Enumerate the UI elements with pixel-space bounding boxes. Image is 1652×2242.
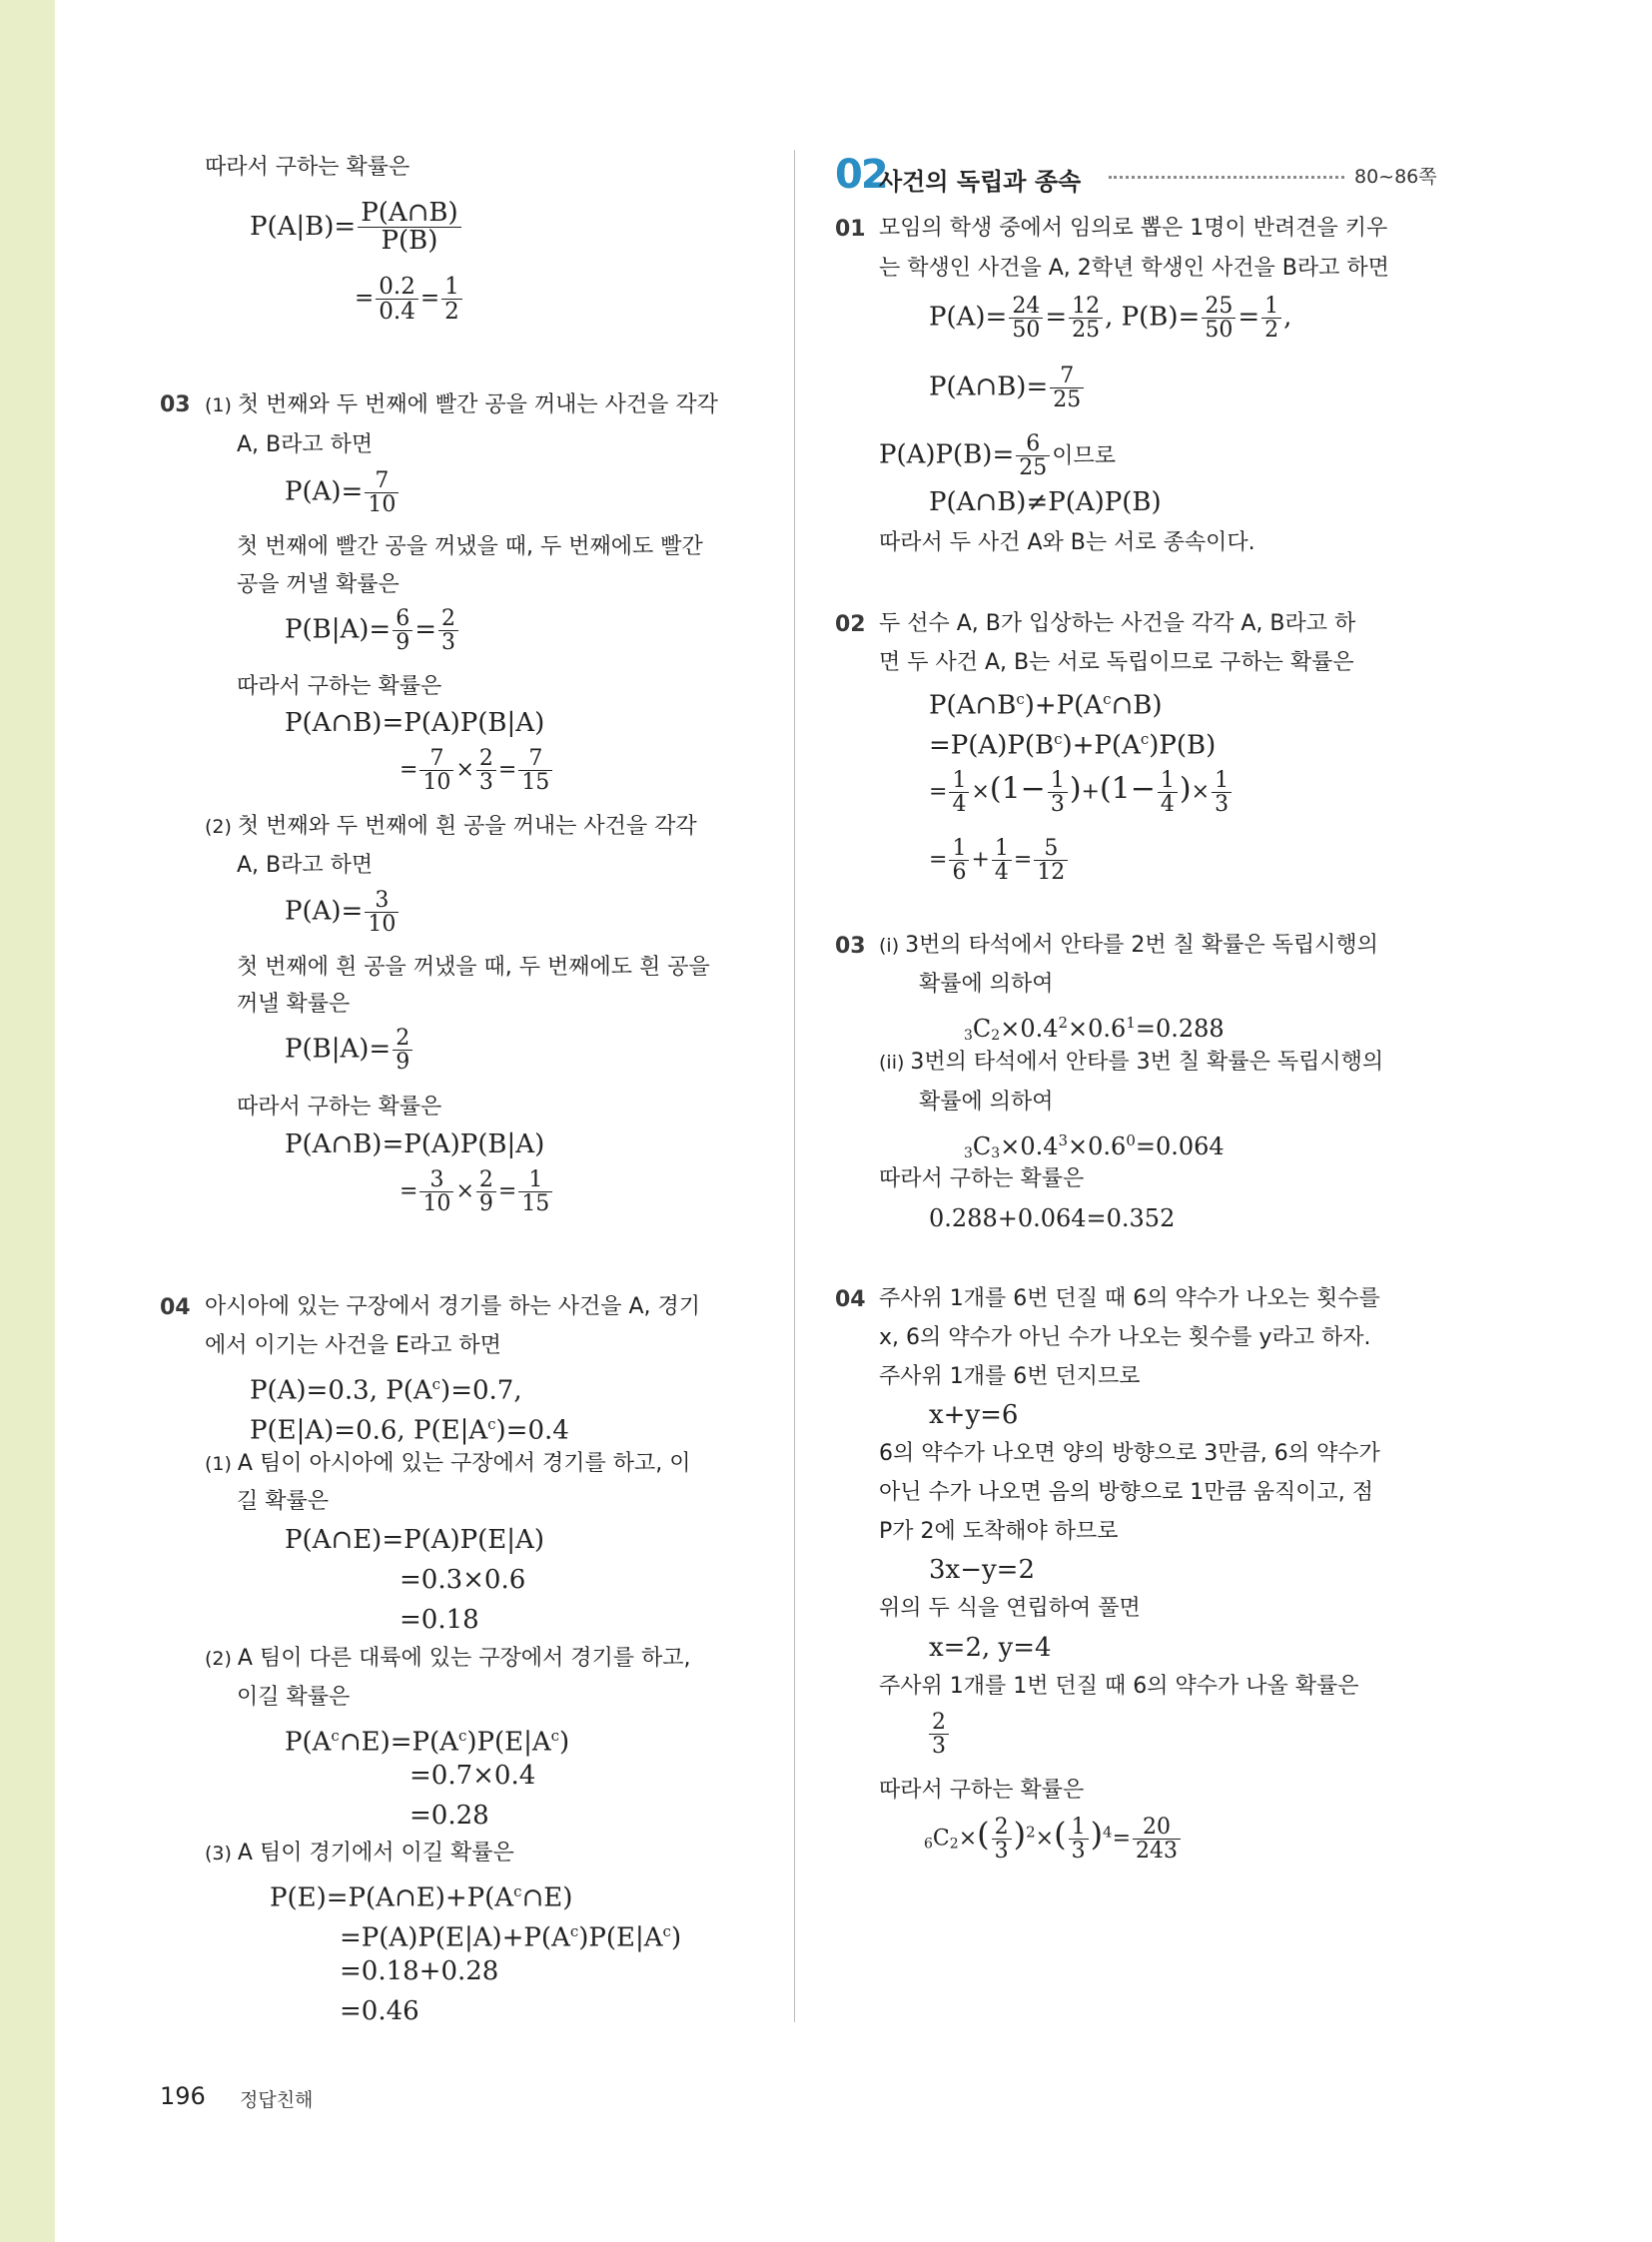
section-title: 사건의 독립과 종속 (879, 168, 1082, 196)
p03-formula-pa-2: P(A)= $\frac{3}{10}$ (285, 889, 401, 936)
r04-line-1: 주사위 1개를 6번 던질 때 6의 약수가 나오는 횟수를 (879, 1286, 1380, 1311)
p03-line-9: 꺼낼 확률은 (237, 992, 351, 1017)
problem-number-r02: 02 (835, 612, 866, 637)
r01-formula-4: P(A∩B)≠P(A)P(B) (929, 487, 1162, 517)
p04-formula-5: =0.7×0.4 (410, 1761, 536, 1791)
r02-line-1: 두 선수 A, B가 입상하는 사건을 각각 A, B라고 하 (879, 611, 1356, 636)
p04-line-2: 에서 이기는 사건을 E라고 하면 (205, 1333, 501, 1358)
r04-formula-3: x=2, y=4 (929, 1633, 1052, 1663)
r03-line-1: (i) 3번의 타석에서 안타를 2번 칠 확률은 독립시행의 (879, 933, 1378, 958)
p03-line-2: A, B라고 하면 (237, 432, 374, 457)
p04-formula-8: $=P(A)P(E|A)+P(A^c)P(E|A^c)$ (340, 1922, 682, 1953)
p03-formula-pab: P(A∩B)=P(A)P(B|A) (285, 708, 545, 738)
p04-formula-10: =0.46 (340, 1996, 419, 2026)
r04-prob-fraction: $\frac{2}{3}$ (927, 1711, 951, 1758)
r04-formula-4: 6C2×( $\frac{2}{3}$ )$^2$×( $\frac{1}{3}$ )$^4$= $\frac{20}{243}$ (924, 1816, 1183, 1863)
r03-line-3: (ii) 3번의 타석에서 안타를 3번 칠 확률은 독립시행의 (879, 1050, 1384, 1075)
r03-line-2: 확률에 의하여 (919, 972, 1054, 997)
p04-formula-7: $P(E)=P(A\cap E)+P(A^c\cap E)$ (270, 1882, 573, 1913)
p04-formula-2: =0.3×0.6 (400, 1565, 526, 1595)
section-leader-dots (1109, 176, 1344, 179)
p04-line-3: (1) A 팀이 아시아에 있는 구장에서 경기를 하고, 이 (205, 1451, 691, 1476)
r02-formula-2: $=P(A)P(B^c)+P(A^c)P(B)$ (929, 730, 1217, 761)
r04-line-6: P가 2에 도착해야 하므로 (879, 1519, 1119, 1544)
p04-formula-6: =0.28 (410, 1801, 489, 1831)
p03-formula-pba-2: P(B|A)= $\frac{2}{9}$ (285, 1027, 414, 1074)
r01-line-3: 따라서 두 사건 A와 B는 서로 종속이다. (879, 530, 1255, 555)
problem-number-03: 03 (160, 392, 191, 417)
r02-formula-3: = $\frac{1}{4}$ ×(1− $\frac{1}{3}$ )+(1− $\frac{1}{4}$ )× $\frac{1}{3}$ (929, 769, 1234, 816)
r04-line-2: x, 6의 약수가 아닌 수가 나오는 횟수를 y라고 하자. (879, 1325, 1371, 1350)
r04-formula-1: x+y=6 (929, 1400, 1019, 1430)
r04-line-5: 아닌 수가 나오면 음의 방향으로 1만큼 움직이고, 점 (879, 1480, 1373, 1505)
p03-formula-pa: P(A)= $\frac{7}{10}$ (285, 469, 401, 516)
p04-formula-9: =0.18+0.28 (340, 1956, 499, 1986)
left-intro-formula: P(A|B)= $\frac{P(A\cap B)}{P(B)}$ (250, 200, 463, 256)
section-number: 02 (835, 152, 887, 198)
r04-line-3: 주사위 1개를 6번 던지므로 (879, 1364, 1141, 1389)
r02-formula-4: = $\frac{1}{6}$ + $\frac{1}{4}$ = $\frac{5}{12}$ (929, 837, 1070, 884)
p04-given-1: P(A)=0.3, $P(A^c)=0.7$, (250, 1375, 522, 1406)
p04-formula-1: P(A∩E)=P(A)P(E|A) (285, 1525, 544, 1555)
r03-formula-3: 0.288+0.064=0.352 (929, 1204, 1176, 1232)
left-intro-result: = $\frac{0.2}{0.4}$ = $\frac{1}{2}$ (355, 275, 464, 324)
p03-line-3: 첫 번째에 빨간 공을 꺼냈을 때, 두 번째에도 빨간 (237, 534, 703, 559)
problem-number-04: 04 (160, 1295, 191, 1320)
p04-line-6: 이길 확률은 (237, 1685, 351, 1710)
p04-line-7: (3) A 팀이 경기에서 이길 확률은 (205, 1841, 514, 1866)
p04-formula-4: $P(A^c\cap E)=P(A^c)P(E|A^c)$ (285, 1727, 570, 1758)
p04-formula-3: =0.18 (400, 1605, 479, 1635)
problem-number-r03: 03 (835, 934, 866, 959)
column-divider (794, 150, 795, 2022)
problem-number-r01: 01 (835, 217, 866, 242)
p04-line-4: 길 확률은 (237, 1489, 330, 1514)
r01-line-1: 모임의 학생 중에서 임의로 뽑은 1명이 반려견을 키우 (879, 216, 1388, 241)
p04-line-5: (2) A 팀이 다른 대륙에 있는 구장에서 경기를 하고, (205, 1646, 691, 1671)
page-margin-strip (0, 0, 55, 2242)
page-number: 196 (160, 2082, 206, 2110)
r04-line-7: 위의 두 식을 연립하여 풀면 (879, 1596, 1141, 1621)
r01-formula-1: P(A)= $\frac{24}{50}$ = $\frac{12}{25}$ , P(B)= $\frac{25}{50}$ = $\frac{1}{2}$ , (929, 294, 1292, 344)
r02-formula-1: $P(A\cap B^c)+P(A^c\cap B)$ (929, 690, 1163, 721)
r01-formula-3: P(A)P(B)= $\frac{6}{25}$ 이므로 (879, 431, 1116, 481)
p04-given-2: P(E|A)=0.6, $P(E|A^c)=0.4$ (250, 1415, 569, 1446)
r04-formula-2: 3x−y=2 (929, 1555, 1036, 1585)
r03-line-5: 따라서 구하는 확률은 (879, 1166, 1085, 1191)
r04-line-4: 6의 약수가 나오면 양의 방향으로 3만큼, 6의 약수가 (879, 1441, 1380, 1466)
p03-formula-result-1: = $\frac{7}{10}$ × $\frac{2}{3}$ = $\frac{7}{15}$ (400, 747, 554, 794)
p03-line-5: 따라서 구하는 확률은 (237, 674, 442, 699)
p03-line-8: 첫 번째에 흰 공을 꺼냈을 때, 두 번째에도 흰 공을 (237, 955, 710, 980)
r01-line-2: 는 학생인 사건을 A, 2학년 학생인 사건을 B라고 하면 (879, 256, 1389, 281)
r03-formula-1: $3C2\times 0.4^2\times 0.6^1=0.288$ (964, 1014, 1225, 1044)
r03-formula-2: $3C3\times 0.4^3\times 0.6^0=0.064$ (964, 1131, 1225, 1161)
p04-line-1: 아시아에 있는 구장에서 경기를 하는 사건을 A, 경기 (205, 1294, 701, 1319)
p03-line-1: (1) 첫 번째와 두 번째에 빨간 공을 꺼내는 사건을 각각 (205, 392, 718, 417)
r04-line-8: 주사위 1개를 1번 던질 때 6의 약수가 나올 확률은 (879, 1674, 1359, 1699)
r04-line-9: 따라서 구하는 확률은 (879, 1778, 1085, 1803)
r01-formula-2: P(A∩B)= $\frac{7}{25}$ (929, 365, 1086, 411)
p03-formula-pba: P(B|A)= $\frac{6}{9}$ = $\frac{2}{3}$ (285, 607, 460, 654)
p03-line-4: 공을 꺼낼 확률은 (237, 572, 400, 597)
footer-label: 정답친해 (240, 2089, 314, 2111)
left-intro-text: 따라서 구하는 확률은 (205, 155, 411, 180)
p03-formula-pab-2: P(A∩B)=P(A)P(B|A) (285, 1129, 545, 1159)
problem-number-r04: 04 (835, 1287, 866, 1312)
r03-line-4: 확률에 의하여 (919, 1090, 1054, 1115)
p03-line-10: 따라서 구하는 확률은 (237, 1095, 442, 1120)
r02-line-2: 면 두 사건 A, B는 서로 독립이므로 구하는 확률은 (879, 650, 1354, 675)
p03-line-7: A, B라고 하면 (237, 853, 374, 878)
p03-formula-result-2: = $\frac{3}{10}$ × $\frac{2}{9}$ = $\frac{1}{15}$ (400, 1168, 554, 1215)
p03-line-6: (2) 첫 번째와 두 번째에 흰 공을 꺼내는 사건을 각각 (205, 814, 697, 839)
section-page-range: 80~86쪽 (1354, 166, 1437, 188)
